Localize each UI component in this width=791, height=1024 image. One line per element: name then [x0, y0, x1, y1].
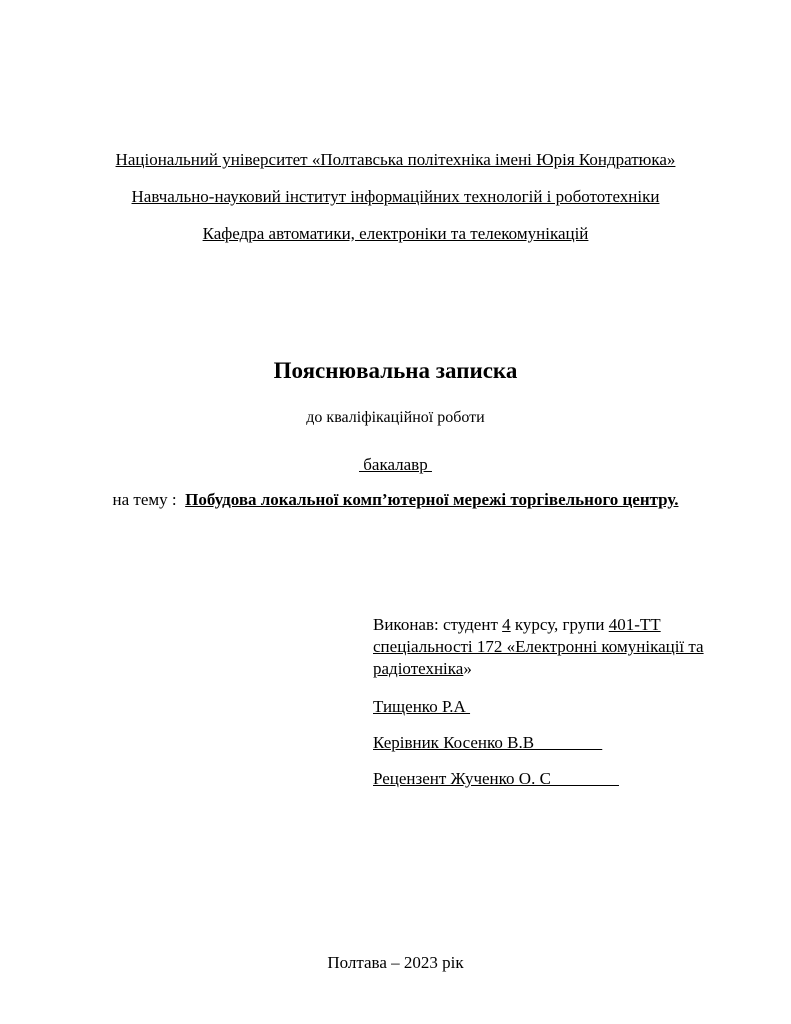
supervisor-name: Керівник Косенко В.В________: [373, 733, 603, 752]
document-title: Пояснювальна записка: [273, 358, 518, 383]
specialty-close-quote: »: [463, 659, 472, 678]
institute-name: Навчально-науковий інститут інформаційних технологій і робототехніки: [131, 187, 660, 206]
reviewer-name: Рецензент Жученко О. С________: [373, 769, 619, 788]
author-block: [373, 614, 739, 790]
author-name-line: [373, 696, 739, 718]
performer-line-1-pre: Виконав: студент: [373, 615, 503, 634]
degree-value: бакалавр: [359, 455, 432, 474]
document-subtitle: до кваліфікаційної роботи: [306, 409, 485, 426]
degree-line: [0, 454, 791, 476]
department-name: Кафедра автоматики, електроніки та телекомунікацій: [202, 224, 589, 243]
specialty-text: спеціальності 172 «Електронні комунікації та: [373, 637, 704, 656]
topic-line: [0, 488, 791, 511]
topic-text: Побудова локальної комп’ютерної мережі торгівельного центру.: [185, 490, 679, 509]
performer-course: 4: [502, 615, 511, 634]
specialty-text-cont: радіотехніка: [373, 659, 464, 678]
university-name: Національний університет «Полтавська політехніка імені Юрія Кондратюка»: [115, 150, 676, 169]
performer-line-2: [373, 636, 739, 658]
supervisor-line: [373, 732, 739, 754]
author-name: Тищенко Р.А: [373, 697, 471, 716]
reviewer-line: [373, 768, 739, 790]
performer-group: 401-ТТ: [608, 615, 661, 634]
performer-line-1-mid: курсу, групи: [510, 615, 609, 634]
performer-line-3: [373, 658, 739, 680]
city-year: Полтава – 2023 рік: [327, 953, 464, 972]
performer-line-1: [373, 614, 739, 636]
topic-label: на тему :: [112, 490, 186, 509]
